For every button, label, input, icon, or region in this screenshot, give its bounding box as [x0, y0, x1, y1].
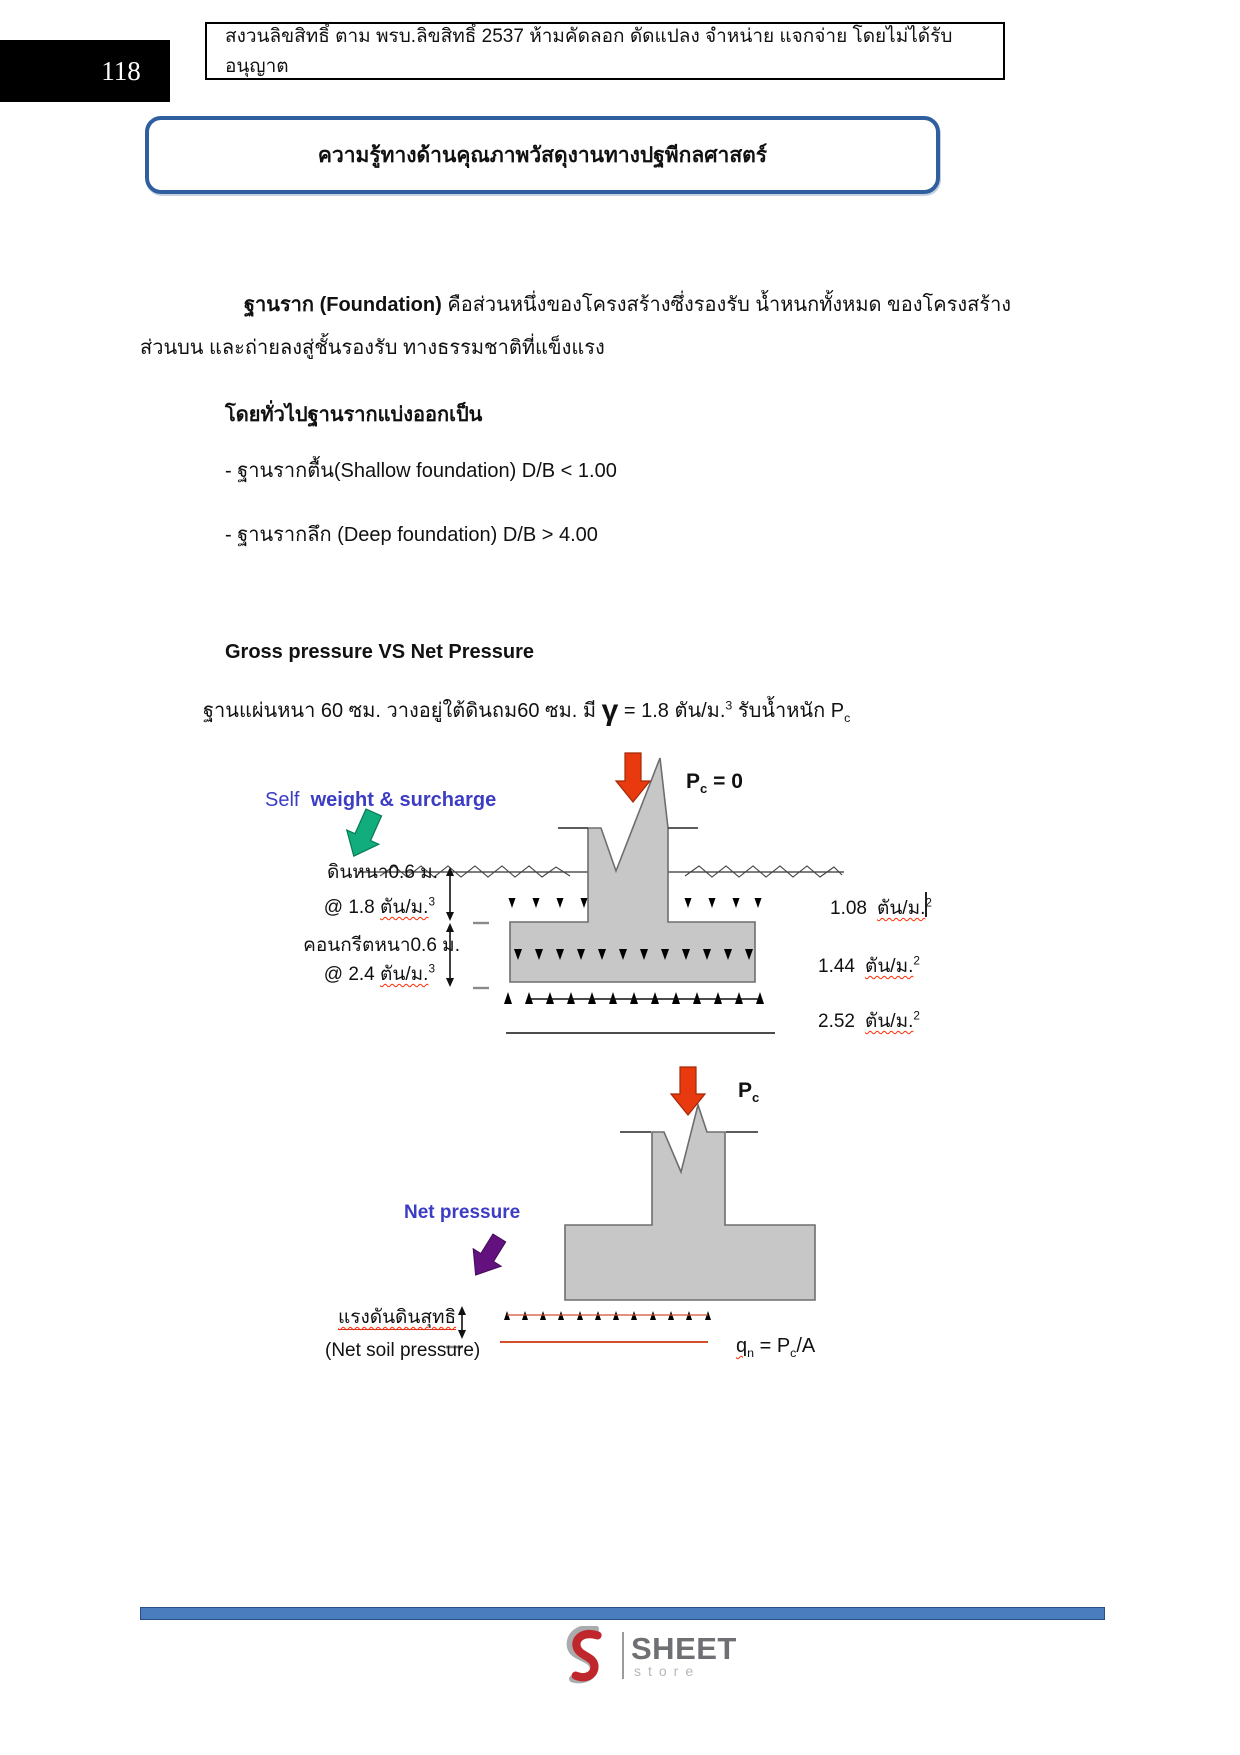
pressure-2-unit: ตัน/ม.: [864, 956, 914, 977]
concrete-at: @ 2.4: [323, 964, 381, 985]
self-word: Self: [265, 789, 300, 811]
setup-prefix: ฐานแผ่นหนา 60 ซม. วางอยู่ใต้ดินถม60 ซม. มี: [203, 700, 602, 722]
page-number: 118: [101, 55, 141, 86]
pc-zero-label: [686, 770, 743, 796]
pc-zero-eq: = 0: [707, 770, 743, 793]
net-pressure-arrow-icon: [462, 1229, 513, 1284]
brand-subtitle: store: [634, 1663, 701, 1679]
soil-at: @ 1.8: [323, 897, 381, 918]
page-title: ความรู้ทางด้านคุณภาพวัสดุงานทางปฐพีกลศาสตร์: [317, 143, 768, 167]
load-arrow-icon-net: [671, 1067, 705, 1115]
intro-line2: ส่วนบน และถ่ายลงสู่ชั้นรองรับ ทางธรรมชาติที่แข็งแรง: [140, 337, 605, 359]
concrete-thickness-label: คอนกรีตหนา0.6 ม.: [303, 935, 460, 956]
types-heading: โดยทั่วไปฐานรากแบ่งออกเป็น: [225, 404, 483, 426]
net-pressure-formula: [736, 1335, 815, 1360]
setup-suffix: รับน้ำหนัก P: [732, 700, 845, 722]
brand-name: SHEET: [631, 1631, 737, 1666]
page-number-box: [0, 40, 170, 102]
pressure-3-unit: ตัน/ม.: [864, 1011, 914, 1032]
net-pressure-dimension-arrow: [458, 1306, 466, 1339]
pressure-3-sup: 2: [913, 1009, 920, 1023]
pressure-2-sup: 2: [913, 954, 920, 968]
soil-unit: ตัน/ม.: [380, 897, 429, 918]
pressure-3-value: 2.52: [818, 1011, 855, 1032]
sheet-store-logo-icon: [556, 1626, 612, 1684]
concrete-density-label: [275, 959, 435, 989]
formula-q-sub: n: [747, 1346, 755, 1360]
net-soil-pressure-eng-label: (Net soil pressure): [325, 1340, 481, 1361]
pressure-2-value: 1.44: [818, 956, 855, 977]
title-box: [145, 116, 940, 194]
formula-c-sub: c: [790, 1346, 797, 1360]
setup-exponent: 3: [725, 698, 733, 713]
soil-thickness-dimension-arrow: [446, 867, 454, 921]
pc-sub: c: [752, 1090, 760, 1106]
soil-sup: 3: [428, 895, 435, 909]
intro-line1: คือส่วนหนึ่งของโครงสร้างซึ่งรองรับ น้ำหนกทั้งหมด ของโครงสร้าง: [441, 294, 1012, 316]
list-item-deep: - ฐานรากลึก (Deep foundation) D/B > 4.00: [225, 524, 598, 546]
pressure-diagram: [230, 745, 970, 1375]
pc-label: [738, 1079, 759, 1105]
formula-q: q: [736, 1335, 748, 1357]
concrete-unit: ตัน/ม.: [380, 964, 429, 985]
surcharge-words: weight & surcharge: [310, 789, 497, 811]
setup-mid: = 1.8 ตัน/ม.: [618, 700, 726, 722]
setup-sentence: [203, 694, 850, 726]
pressure-value-gross: [818, 1006, 920, 1036]
intro-paragraph: [140, 284, 1100, 370]
net-soil-pressure-thai-label: [338, 1302, 456, 1332]
net-pressure-label: Net pressure: [404, 1202, 521, 1223]
pressure-value-slab: [818, 951, 920, 981]
pressure-1-sup: 2: [925, 896, 932, 910]
gamma-symbol: γ: [601, 694, 619, 727]
pressure-1-unit: ตัน/ม.: [876, 898, 926, 919]
footer-divider-bar: [140, 1607, 1105, 1620]
setup-subscript: c: [844, 711, 851, 725]
copyright-box: [205, 22, 1005, 80]
gross-net-heading: Gross pressure VS Net Pressure: [225, 641, 535, 663]
surcharge-arrow-icon: [338, 805, 389, 863]
formula-mid: = P: [754, 1335, 791, 1357]
intro-term: ฐานราก (Foundation): [244, 294, 442, 316]
pc-p: P: [738, 1079, 753, 1102]
pc-zero-p: P: [686, 770, 701, 793]
soil-density-label: [275, 892, 435, 922]
copyright-text: สงวนลิขสิทธิ์ ตาม พรบ.ลิขสิทธิ์ 2537 ห้ามคัดลอก ดัดแปลง จำหน่าย แจกจ่าย โดยไม่ได้รับอนุญาต: [225, 26, 953, 77]
logo-divider: [622, 1632, 624, 1679]
pressure-1-value: 1.08: [830, 898, 867, 919]
soil-thickness-label: ดินหนา0.6 ม.: [326, 862, 438, 883]
pc-zero-sub: c: [700, 781, 708, 797]
pressure-value-soil: [830, 893, 932, 923]
list-item-shallow: - ฐานรากตื้น(Shallow foundation) D/B < 1.00: [225, 460, 617, 482]
formula-end: /A: [796, 1335, 816, 1357]
gross-reaction-arrows: [504, 992, 775, 1033]
self-weight-surcharge-label: [265, 789, 496, 812]
net-soil-pressure-thai-text: แรงดันดินสุทธิ: [338, 1307, 457, 1328]
footing-silhouette-net: [565, 1105, 815, 1300]
concrete-sup: 3: [428, 962, 435, 976]
